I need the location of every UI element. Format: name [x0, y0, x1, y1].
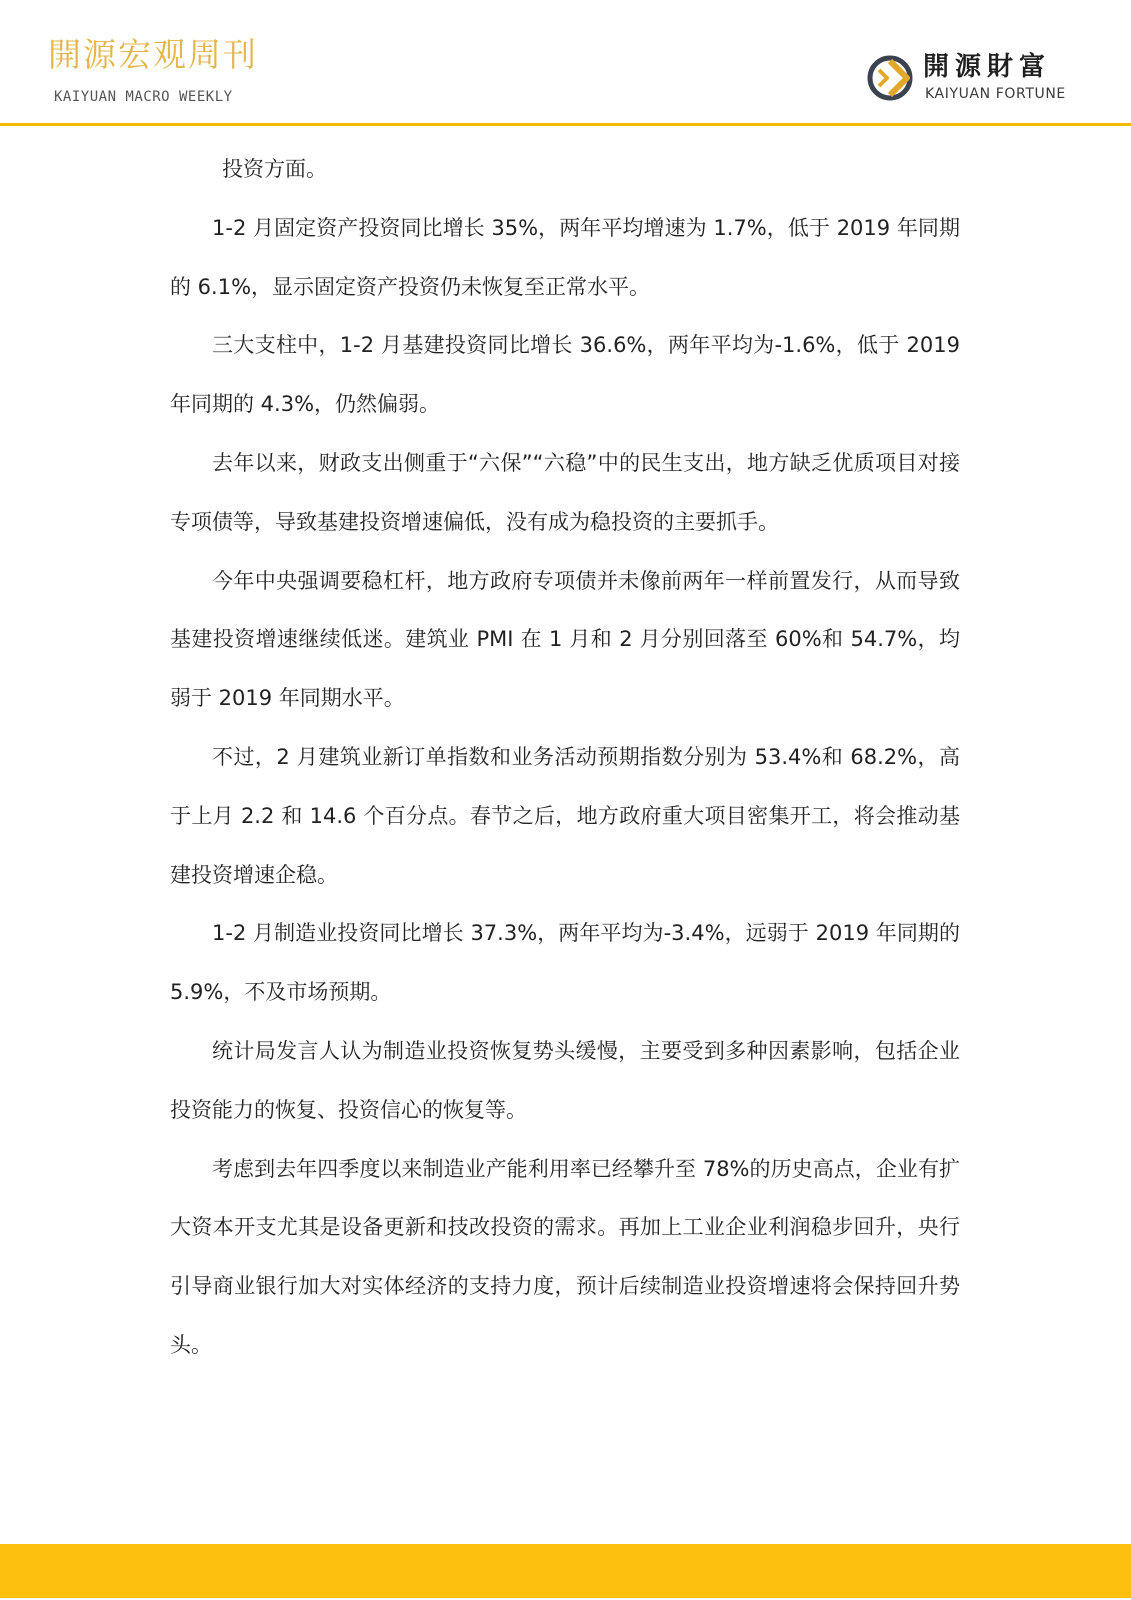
kaiyuan-fortune-logo: [865, 52, 1095, 108]
article-body: [170, 140, 960, 1375]
paragraph: 1-2 月固定资产投资同比增长 35%，两年平均增速为 1.7%，低于 2019 年同期的 6.1%，显示固定资产投资仍未恢复至正常水平。: [170, 215, 960, 299]
paragraph: 1-2 月制造业投资同比增长 37.3%，两年平均为-3.4%，远弱于 2019 年同期的 5.9%，不及市场预期。: [170, 921, 960, 1005]
paragraph: 去年以来，财政支出侧重于“六保”“六稳”中的民生支出，地方缺乏优质项目对接专项债等，导致基建投资增速偏低，没有成为稳投资的主要抓手。: [170, 450, 960, 534]
header-divider: [0, 123, 1131, 126]
paragraph: 不过，2 月建筑业新订单指数和业务活动预期指数分别为 53.4%和 68.2%，高于上月 2.2 和 14.6 个百分点。春节之后，地方政府重大项目密集开工，将会推动基建投资增速企稳。: [170, 744, 960, 887]
brand-title-en: KAIYUAN MACRO WEEKLY: [54, 89, 233, 105]
paragraph: 今年中央强调要稳杠杆，地方政府专项债并未像前两年一样前置发行，从而导致基建投资增速继续低迷。建筑业 PMI 在 1 月和 2 月分别回落至 60%和 54.7%，均弱于 2019 年同期水平。: [170, 568, 960, 711]
kaiyuan-logo-icon: [865, 53, 915, 103]
page-header: [0, 0, 1131, 126]
paragraph: 投资方面。: [222, 157, 327, 181]
paragraph: 考虑到去年四季度以来制造业产能利用率已经攀升至 78%的历史高点，企业有扩大资本开支尤其是设备更新和技改投资的需求。再加上工业企业利润稳步回升，央行引导商业银行加大对实体经济的支持力度，预计后续制造业投资增速将会保持回升势头。: [170, 1156, 960, 1357]
paragraph: 三大支柱中，1-2 月基建投资同比增长 36.6%，两年平均为-1.6%，低于 2019 年同期的 4.3%，仍然偏弱。: [170, 333, 960, 417]
brand-title-cn: 開源宏观周刊: [48, 35, 258, 74]
footer-bar: [0, 1544, 1131, 1598]
logo-text-cn: 開源財富: [923, 52, 1052, 82]
logo-text-en: KAIYUAN FORTUNE: [925, 86, 1066, 102]
paragraph: 统计局发言人认为制造业投资恢复势头缓慢，主要受到多种因素影响，包括企业投资能力的恢复、投资信心的恢复等。: [170, 1038, 960, 1122]
